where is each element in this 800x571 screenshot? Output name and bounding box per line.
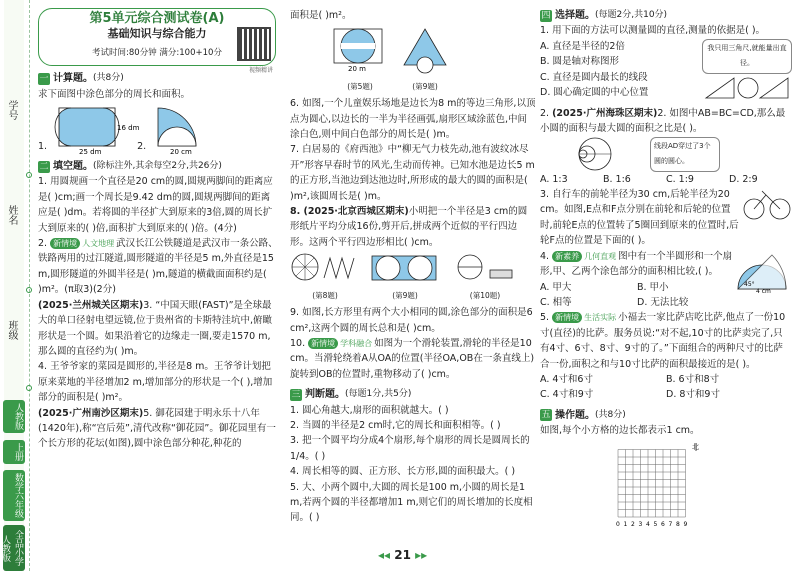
grid-tick-label: 0 [616,520,620,528]
question-body: 如图为一个滑轮装置,滑轮的半径是10 cm。当滑轮绕着A从OA的位置(半径OA,OB在一条直线上)旋转到OB的位置时,重物移动了( )cm。 [290,337,535,380]
fill-question-4: 4. 王爷爷家的菜园是圆形的,半径是8 m。王爷爷计划把原来菜地的半径增加2 m,增加部分的形状是一个( ),增加部分的面积是( )m²。 [38,361,273,404]
option-a[interactable]: A. 4寸和6寸 [540,373,593,385]
judge-question-1: 1. 圆心角越大,扇形的面积就越大。( ) [290,404,449,416]
figure-caption: (第5题) [347,81,373,91]
choice-4-options [540,280,734,311]
grid-tick-label: 5 [653,520,658,528]
option-d[interactable]: D. 无法比较 [637,296,689,308]
exam-meta: 考试时间:80分钟 满分:100+10分 [92,47,222,58]
section-header [290,387,536,402]
badge-topic: 生活实际 [584,313,617,323]
option-d[interactable]: D. 圆心确定圆的中心位置 [540,87,649,99]
choice-5-options-row1 [540,372,792,387]
choice-4 [540,249,792,311]
question-body: 小福去一家比萨店吃比萨,他点了一份10寸(直径)的比萨。服务员说:“对不起,10寸的比萨卖完了,只有4寸、6寸、8寸、9寸的了。”下面组合的两种尺寸的比萨合一份,面积之和与10寸比萨的面积最接近的是( )。 [540,312,786,370]
speech-bubble: 线段AD穿过了3个圆的圆心。 [650,137,720,172]
figure-8-circle-rearranged [290,252,360,282]
question-body: 5. 御花园建于明永乐十八年(1420年),称“宫后苑”,清代改称“御花园”。御花园里有一个长方形的花坛(如图),圆中涂色部分种花,种花的 [38,407,276,450]
choice-1-options [540,39,702,106]
figure-caption: (第9题) [412,81,438,91]
choice-question-3: 3. 自行车的前轮半径为30 cm,后轮半径为20 cm。如图,E点和F点分别在前轮和后轮的位置时,前轮E点的位置转了5圈回到原来的位置时,后轮F点的位置是下面的( )。 [540,189,739,247]
grid-tick-label: 8 [676,520,680,528]
section-header [540,408,792,423]
section-title: 选择题。 [555,10,595,21]
title-banner [38,8,276,74]
section-title: 计算题。 [53,73,93,85]
fig1-width: 25 dm [79,148,102,157]
question-source: (2025·兰州城关区期末) [38,299,144,311]
fill-question-9: 9. 如图,长方形里有两个大小相同的圆,涂色部分的面积是6 cm²,这两个圆的周长总和是( )cm。 [290,307,533,334]
term-tab: 上册 [3,440,25,464]
fill-question-7: 7. 白居易的《府西池》中“柳无气力枝先动,池有波纹冰尽开”形容早春时节的风光,生动而传神。已知水池是边长5 m的正方形,当池边到达池边时,所形成的最大的圆的面积是( )m²,该圆周长是( )m。 [290,144,535,202]
name-label: 姓名 [6,205,17,225]
grid-tick-label: 7 [668,520,673,528]
fill-question-1: 1. 用圆规画一个直径是20 cm的圆,圆规两脚间的距离应是( )cm;画一个周长是9.42 dm的圆,圆规两脚间的距离应是( )dm。若将圆的半径扩大到原来的3倍,圆的周长扩大到原来的( )倍,面积扩大到原来的( )倍。(4分) [38,176,273,234]
question-source: 8. (2025·北京西城区期末) [290,206,409,218]
fill-question-8 [290,204,536,250]
section-note: (共8分) [595,409,626,420]
grid-tick-label: 2 [631,520,635,528]
grid-tick-label: 1 [623,520,628,528]
section-note: (每题2分,共10分) [595,10,668,20]
question-body: 3. “中国天眼(FAST)”是全球最大的单口径射电望远镜,位于贵州省的卡斯特洼坑中,俯瞰形状是一个圆。如果沿着它的边缘走一圈,要走1570 m,那么圆的直径约为( )m。 [38,299,273,357]
section-number: 一 [39,73,49,84]
badge-topic: 人文地理 [82,239,115,249]
page-number: ◂◂ 21 ▸▸ [378,548,428,562]
option-d[interactable]: D. 8寸和9寸 [666,389,720,401]
binding-strip [0,0,34,571]
section-header [38,71,278,86]
section-title: 操作题。 [555,409,595,421]
semicircle-sector-figure [734,249,792,293]
north-label: 北 [692,442,699,451]
section-header [38,159,278,174]
bicycle-icon [742,187,792,221]
student-id-label: 学号 [6,100,17,120]
figure-label: 2. [137,140,147,152]
fig5-width: 20 m [348,65,366,74]
figure-2-quarter-circles [156,104,216,157]
choice-question-2: 2. (2025·广州海珠区期末)2. 如图中AB=BC=CD,那么最小圆的面积与最大圆的面积之比是( )。 [540,108,786,135]
class-label: 班级 [6,320,17,340]
binding-hole [26,385,32,391]
choice-1-figure [702,39,792,106]
choice-5-options-row2 [540,387,792,402]
question-text: 求下面图中涂色部分的周长和面积。 [38,88,191,100]
fill-question-3 [38,298,278,360]
grid-tick-label: 9 [683,520,688,528]
question-source: (2025·广州海珠区期末) [552,108,658,120]
figure-10 [450,252,520,303]
choice-question-1: 1. 用下面的方法可以测量圆的直径,测量的依据是( )。 [540,25,766,37]
binding-hole [26,287,32,293]
angle-label: 45° [744,280,755,288]
question-body: 武汉长江公铁隧道是武汉市一条公路、铁路两用的过江隧道,圆形隧道的半径是5 m,外直径是15 m,圆形隧道的外圆半径是( )m,隧道的横截面面积约是( )m²。(π取3)(2分) [38,238,278,296]
choice-question-4: 4. 新素养 几何直观 图中有一个半圆形和一个扇形,甲、乙两个涂色部分的面积相比较,( )。 A. 甲大 B. 甲小 C. 相等 D. 无法比较 [540,249,734,311]
grid-tick-label: 6 [661,520,665,528]
section-number: 五 [541,410,551,421]
figure-caption: (第9题) [392,290,418,300]
page-subtitle: 基础知识与综合能力 [107,27,207,41]
column-3 [540,8,792,534]
figure-1-rect-semicircles [57,104,140,157]
option-b[interactable]: B. 圆是轴对称图形 [540,56,620,68]
page-title: 第5单元综合测试卷(A) [89,11,225,26]
option-c[interactable]: C. 1:9 [666,173,694,185]
section-note: (共8分) [93,73,124,84]
section-note: (除标注外,其余每空2分,共26分) [93,161,222,172]
dimension-label: 4 cm [756,287,771,295]
section-title: 判断题。 [305,389,345,401]
option-c[interactable]: C. 4寸和9寸 [540,389,594,401]
brand-tab: 全品小学人教版 [3,525,25,571]
cut-line [29,0,30,571]
option-c[interactable]: C. 相等 [540,296,572,308]
grid-figure [610,441,792,534]
fill-question-2: 2. 新情境 人文地理 武汉长江公铁隧道是武汉市一条公路、铁路两用的过江隧道,圆形隧道的半径是5 m,外直径是15 m,圆形隧道的外圆半径是( )m,隧道的横截面面积约是( )m²。(π取3)(2分) [38,238,278,296]
option-a[interactable]: A. 甲大 [540,281,572,293]
figure-9 [400,25,450,94]
question-body: 2. 如图中AB=BC=CD,那么最小圆的面积与最大圆的面积之比是( )。 [540,108,786,135]
figure-caption: (第10题) [469,290,501,300]
figure-9b [370,252,440,303]
figures-5-9 [330,25,536,94]
badge: 新情境 [552,312,582,323]
judge-question-5: 5. 大、小两个圆中,大圆的周长是100 m,小圆的周长是1 m,若两个圆的半径都增加1 m,则它们的周长增加的长度相同。( ) [290,481,533,524]
option-d[interactable]: D. 2:9 [729,173,758,185]
figure-10-pulley [450,252,520,282]
square-grid [610,441,706,529]
figure-caption: (第8题) [312,290,338,300]
option-b[interactable]: B. 6寸和8寸 [666,373,720,385]
figure-label: 1. [38,140,48,152]
fill-question-5 [38,406,278,452]
judge-question-2: 2. 当圆的半径是2 cm时,它的周长和面积相等。( ) [290,419,501,431]
badge: 新情境 [50,238,80,249]
question-body: 小明把一个半径是3 cm的圆形纸片平均分成16份,剪开后,拼成两个近似的平行四边形。这两个平行四边形相比( )cm。 [290,206,528,248]
section-header [540,8,792,23]
choice-1-body [540,39,792,106]
speech-bubble: 我只用三角尺,就能量出直径。 [702,39,792,74]
grade-tab: 数学六年级 [3,470,25,521]
binding-hole [26,172,32,178]
option-c[interactable]: C. 直径是圆内最长的线段 [540,71,648,83]
badge: 新情境 [308,338,338,349]
figure-8 [290,252,360,303]
fig2-width: 20 cm [170,148,192,157]
page-number-value: 21 [394,548,411,562]
fill-question-10: 10. 新情境 学科融合 如图为一个滑轮装置,滑轮的半径是10 cm。当滑轮绕着A从OA的位置(半径OA,OB在一条直线上)旋转到OB的位置时,重物移动了( )cm。 [290,337,535,380]
figures-8-10 [290,252,536,303]
judge-question-3: 3. 把一个圆平均分成4个扇形,每个扇形的周长是圆周长的 1/4。( ) [290,435,530,462]
figure-9-rect-circles [370,252,440,282]
choice-2-options [540,172,792,187]
figure-5 [330,25,390,94]
judge-question-4: 4. 周长相等的圆、正方形、长方形,圆的面积最大。( ) [290,466,516,478]
badge-topic: 几何直观 [584,251,617,261]
choice-3 [540,187,792,249]
question-body: 图中有一个半圆形和一个扇形,甲、乙两个涂色部分的面积相比较,( )。 [540,250,733,278]
qr-code-icon[interactable] [237,27,271,61]
fig1-height: 16 dm [117,124,140,133]
section-number: 三 [291,389,301,400]
operation-text: 如图,每个小方格的边长都表示1 cm。 [540,425,700,437]
edition-tab: 人教版 [3,400,25,433]
option-b[interactable]: B. 1:6 [603,173,631,185]
figure-9-triangle [400,25,450,73]
question-5-continued: 面积是( )m²。 [290,10,352,21]
section-number: 四 [541,10,551,21]
triangle-rulers-icon [704,74,790,100]
choice-2-figure [540,137,792,172]
badge: 新素养 [552,251,582,262]
choice-question-5: 5. 新情境 生活实际 小福去一家比萨店吃比萨,他点了一份10寸(直径)的比萨。服务员说:“对不起,10寸的比萨卖完了,只有4寸、6寸、8寸、9寸的了。”下面组合的两种尺寸的比萨合一份,面积之和与10寸比萨的面积最接近的是( )。 [540,312,786,370]
option-a[interactable]: A. 直径是半径的2倍 [540,40,625,52]
fill-question-6: 6. 如图,一个儿童娱乐场地是边长为8 m的等边三角形,以顶点为圆心,以边长的一半为半径画弧,扇形区域涂蓝色,中间涂白色,则中间白色部分的周长是( )m。 [290,98,536,141]
grid-tick-label: 3 [638,520,643,528]
section-note: (每题1分,共5分) [345,389,412,400]
figure-5-flowerbed [330,25,390,73]
qr-caption: 视频精讲 [248,67,273,74]
question-source: (2025·广州南沙区期末) [38,407,144,419]
column-1 [38,8,278,452]
column-2 [290,8,536,526]
calc-figures [38,104,278,157]
option-a[interactable]: A. 1:3 [540,173,568,185]
option-b[interactable]: B. 甲小 [637,281,669,293]
section-title: 填空题。 [53,161,93,173]
section-number: 二 [39,161,49,172]
grid-tick-label: 4 [646,520,650,528]
nested-circles-figure [540,137,650,171]
badge-topic: 学科融合 [340,338,373,348]
